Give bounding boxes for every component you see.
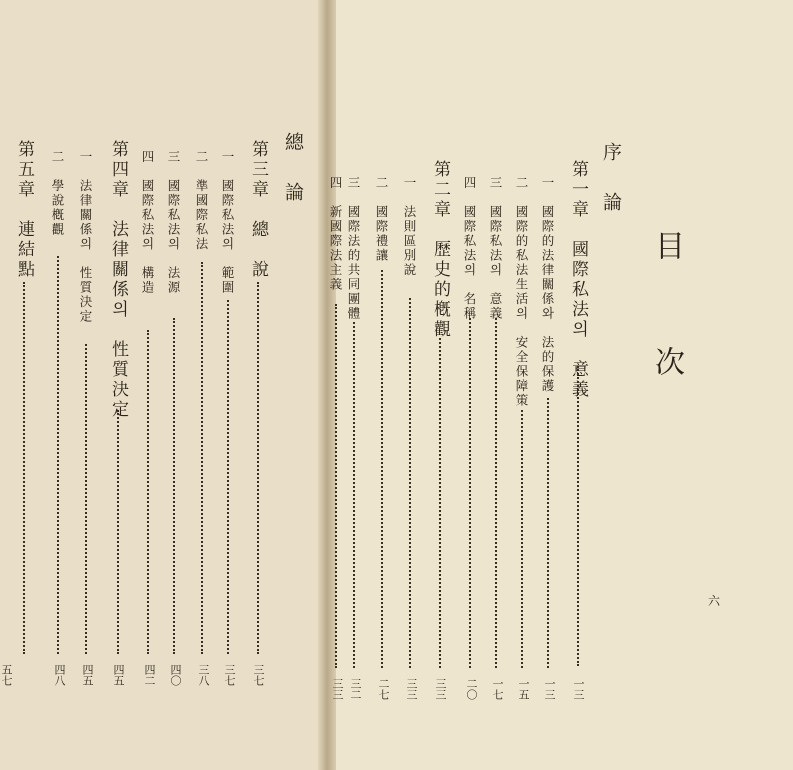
toc-entry-2-4: 四 新國際法主義	[328, 176, 343, 292]
toc-page-1-2: 一五	[517, 678, 530, 700]
leader-dots	[577, 366, 579, 666]
toc-entry-1-3: 三 國際私法의 意義	[488, 176, 503, 321]
toc-page-3-4: 四二	[143, 664, 156, 686]
toc-entry-1-2: 二 國際的私法生活의 安全保障策	[514, 176, 529, 408]
toc-page-1-4: 二〇	[465, 678, 478, 700]
toc-title: 目 次	[649, 230, 684, 404]
toc-entry-chapter-1: 第一章 國際私法의 意義	[568, 160, 588, 400]
leader-dots	[85, 344, 87, 654]
toc-entry-1-1: 一 國際的法律關係와 法的保護	[540, 176, 555, 394]
toc-page-3-1: 三七	[223, 664, 236, 686]
leader-dots	[335, 304, 337, 668]
leader-dots	[547, 398, 549, 668]
leader-dots	[495, 318, 497, 668]
toc-page-3-3: 四〇	[169, 664, 182, 686]
toc-page-1-1: 一三	[543, 678, 556, 700]
toc-page-2-1: 三三	[405, 678, 418, 700]
toc-entry-4-2: 二 學說槪觀	[50, 150, 65, 237]
toc-page-ch5: 五七	[0, 664, 13, 686]
page-number: 六	[708, 594, 721, 608]
leader-dots	[409, 298, 411, 668]
leader-dots	[257, 282, 259, 654]
toc-entry-general: 總 論	[282, 132, 304, 207]
leader-dots	[227, 300, 229, 654]
leader-dots	[439, 338, 441, 668]
toc-entry-intro: 序 論	[600, 142, 622, 217]
leader-dots	[57, 256, 59, 654]
toc-page-2-4: 三三	[331, 678, 344, 700]
toc-page-4-2: 四八	[53, 664, 66, 686]
left-page	[0, 0, 326, 770]
right-page	[328, 0, 793, 770]
toc-page-3-2: 三八	[197, 664, 210, 686]
book-gutter	[318, 0, 336, 770]
toc-page-ch2: 三三	[434, 678, 447, 700]
toc-entry-3-1: 一 國際私法의 範圍	[220, 150, 235, 295]
leader-dots	[353, 322, 355, 668]
toc-entry-2-3: 三 國際法的共同團體	[346, 176, 361, 321]
toc-page-2-3: 三二	[349, 678, 362, 700]
toc-entry-2-1: 一 法則區別說	[402, 176, 417, 278]
toc-page-ch4: 四五	[112, 664, 125, 686]
toc-entry-chapter-5: 第五章 連結點	[14, 140, 34, 280]
toc-page-4-1: 四五	[81, 664, 94, 686]
toc-entry-chapter-4: 第四章 法律關係의 性質決定	[108, 140, 128, 420]
toc-page-1-3: 一七	[491, 678, 504, 700]
leader-dots	[201, 262, 203, 654]
toc-entry-chapter-3: 第三章 總 說	[248, 140, 268, 280]
toc-entry-1-4: 四 國際私法의 名稱	[462, 176, 477, 321]
leader-dots	[469, 318, 471, 668]
leader-dots	[23, 282, 25, 654]
leader-dots	[117, 410, 119, 654]
toc-entry-2-2: 二 國際禮讓	[374, 176, 389, 263]
leader-dots	[521, 410, 523, 668]
toc-entry-3-2: 二 準國際私法	[194, 150, 209, 252]
leader-dots	[381, 270, 383, 668]
toc-page-2-2: 二七	[377, 678, 390, 700]
leader-dots	[173, 318, 175, 654]
leader-dots	[147, 330, 149, 654]
toc-entry-chapter-2: 第二章 歷史的槪觀	[430, 160, 450, 340]
toc-page-ch1: 一三	[572, 678, 585, 700]
toc-entry-3-4: 四 國際私法의 構造	[140, 150, 155, 295]
toc-page-ch3: 三七	[252, 664, 265, 686]
toc-entry-4-1: 一 法律關係의 性質決定	[78, 150, 93, 324]
toc-entry-3-3: 三 國際私法의 法源	[166, 150, 181, 295]
